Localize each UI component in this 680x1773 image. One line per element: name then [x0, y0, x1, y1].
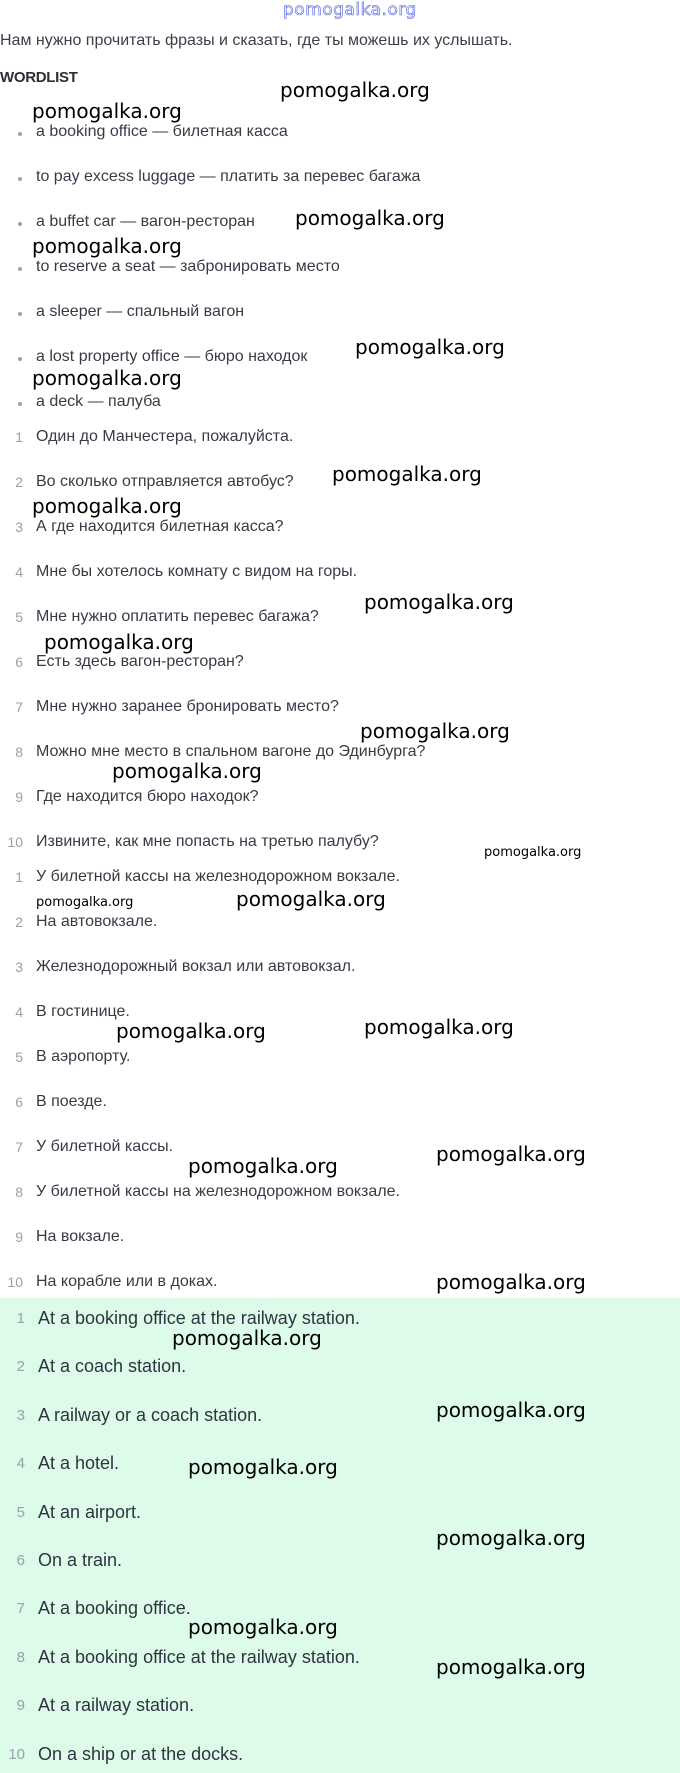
item-number: 5: [15, 1049, 23, 1065]
wordlist-item-text: a buffet car — вагон-ресторан: [36, 213, 255, 230]
item-number: 5: [15, 609, 23, 625]
item-number: 8: [15, 744, 23, 760]
watermark-text: pomogalka.org: [236, 887, 386, 911]
watermark-text: pomogalka.org: [36, 895, 134, 910]
item-text: В аэропорту.: [36, 1048, 131, 1065]
item-text: Извините, как мне попасть на третью палубу?: [36, 833, 379, 850]
item-text: У билетной кассы на железнодорожном вокзале.: [36, 1183, 400, 1200]
item-text: On a ship or at the docks.: [38, 1743, 244, 1764]
wordlist-item-text: a booking office — билетная касса: [36, 123, 288, 140]
item-text: А где находится билетная касса?: [36, 518, 284, 535]
watermark-text: pomogalka.org: [364, 1015, 514, 1039]
item-number: 6: [16, 1552, 25, 1569]
item-text: At a booking office at the railway station.: [38, 1308, 360, 1328]
watermark-text: pomogalka.org: [360, 719, 510, 743]
item-number: 4: [15, 564, 23, 580]
watermark-text: pomogalka.org: [295, 206, 445, 230]
watermark-text: pomogalka.org: [44, 630, 194, 654]
item-text: Где находится бюро находок?: [36, 788, 259, 805]
item-number: 5: [16, 1503, 25, 1521]
item-number: 10: [8, 1745, 25, 1763]
wordlist-title: WORDLIST: [0, 69, 78, 86]
item-text: At a hotel.: [38, 1453, 120, 1474]
watermark-text: pomogalka.org: [364, 590, 514, 614]
item-text: At an airport.: [38, 1501, 142, 1522]
item-text: У билетной кассы.: [36, 1138, 174, 1155]
bullet-icon: [18, 402, 22, 406]
site-logo: pomogalka.org: [283, 0, 417, 20]
item-number: 8: [15, 1184, 23, 1200]
watermark-text: pomogalka.org: [112, 759, 262, 783]
watermark-text: pomogalka.org: [436, 1655, 586, 1679]
wordlist-item-text: a sleeper — спальный вагон: [36, 303, 245, 320]
bullet-icon: [18, 132, 22, 136]
item-number: 7: [15, 1139, 23, 1155]
watermark-text: pomogalka.org: [188, 1154, 338, 1178]
watermark-text: pomogalka.org: [188, 1455, 338, 1479]
bullet-icon: [18, 177, 22, 181]
item-text: У билетной кассы на железнодорожном вокзале.: [36, 868, 400, 885]
item-number: 1: [15, 429, 23, 445]
watermark-text: pomogalka.org: [32, 366, 182, 390]
item-text: Мне нужно заранее бронировать место?: [36, 698, 339, 715]
item-number: 2: [15, 474, 23, 490]
item-number: 3: [15, 959, 23, 975]
item-number: 2: [16, 1358, 25, 1376]
item-text: At a coach station.: [38, 1356, 187, 1377]
watermark-text: pomogalka.org: [436, 1526, 586, 1550]
item-text: Железнодорожный вокзал или автовокзал.: [36, 958, 356, 975]
item-text: Мне нужно оплатить перевес багажа?: [36, 608, 319, 625]
watermark-text: pomogalka.org: [436, 1398, 586, 1422]
watermark-text: pomogalka.org: [280, 78, 430, 102]
item-number: 4: [15, 1004, 23, 1020]
item-text: On a train.: [38, 1550, 123, 1570]
item-number: 10: [7, 834, 23, 850]
intro-text: Нам нужно прочитать фразы и сказать, где ты можешь их услышать.: [0, 32, 513, 49]
watermark-text: pomogalka.org: [32, 494, 182, 518]
item-number: 3: [15, 519, 23, 535]
wordlist-item-text: to pay excess luggage — платить за перевес багажа: [36, 168, 421, 185]
item-text: В гостинице.: [36, 1003, 130, 1020]
watermark-text: pomogalka.org: [32, 99, 182, 123]
item-number: 1: [15, 869, 23, 885]
watermark-text: pomogalka.org: [332, 462, 482, 486]
bullet-icon: [18, 357, 22, 361]
item-number: 9: [16, 1697, 25, 1715]
item-number: 6: [15, 1094, 23, 1110]
watermark-text: pomogalka.org: [32, 234, 182, 258]
item-text: At a booking office.: [38, 1598, 191, 1619]
watermark-text: pomogalka.org: [436, 1270, 586, 1294]
item-number: 7: [15, 699, 23, 715]
item-text: A railway or a coach station.: [38, 1404, 263, 1425]
item-number: 3: [16, 1406, 25, 1424]
item-text: На вокзале.: [36, 1228, 125, 1245]
item-text: Мне бы хотелось комнату с видом на горы.: [36, 563, 358, 580]
bullet-icon: [18, 267, 22, 271]
item-number: 9: [15, 1229, 23, 1245]
wordlist-item-text: to reserve a seat — забронировать место: [36, 258, 340, 275]
item-text: At a railway station.: [38, 1695, 195, 1716]
item-number: 8: [16, 1648, 25, 1666]
bullet-icon: [18, 222, 22, 226]
item-number: 7: [16, 1600, 25, 1618]
item-text: На корабле или в доках.: [36, 1273, 218, 1290]
item-number: 9: [15, 789, 23, 805]
item-text: Можно мне место в спальном вагоне до Эдинбурга?: [36, 743, 426, 760]
watermark-text: pomogalka.org: [116, 1019, 266, 1043]
watermark-text: pomogalka.org: [172, 1326, 322, 1350]
watermark-text: pomogalka.org: [188, 1615, 338, 1639]
item-text: На автовокзале.: [36, 913, 158, 930]
bullet-icon: [18, 312, 22, 316]
watermark-text: pomogalka.org: [355, 335, 505, 359]
watermark-text: pomogalka.org: [484, 845, 582, 860]
item-text: Во сколько отправляется автобус?: [36, 473, 294, 490]
wordlist-item-text: a lost property office — бюро находок: [36, 348, 308, 365]
item-number: 4: [16, 1455, 25, 1473]
item-text: В поезде.: [36, 1093, 107, 1110]
item-number: 10: [7, 1274, 23, 1290]
item-number: 2: [15, 914, 23, 930]
item-text: At a booking office at the railway station.: [38, 1646, 360, 1667]
item-text: Один до Манчестера, пожалуйста.: [36, 428, 294, 445]
item-number: 1: [16, 1310, 25, 1327]
item-number: 6: [15, 654, 23, 670]
item-text: Есть здесь вагон-ресторан?: [36, 653, 244, 670]
watermark-text: pomogalka.org: [436, 1142, 586, 1166]
wordlist-item-text: a deck — палуба: [36, 393, 161, 410]
